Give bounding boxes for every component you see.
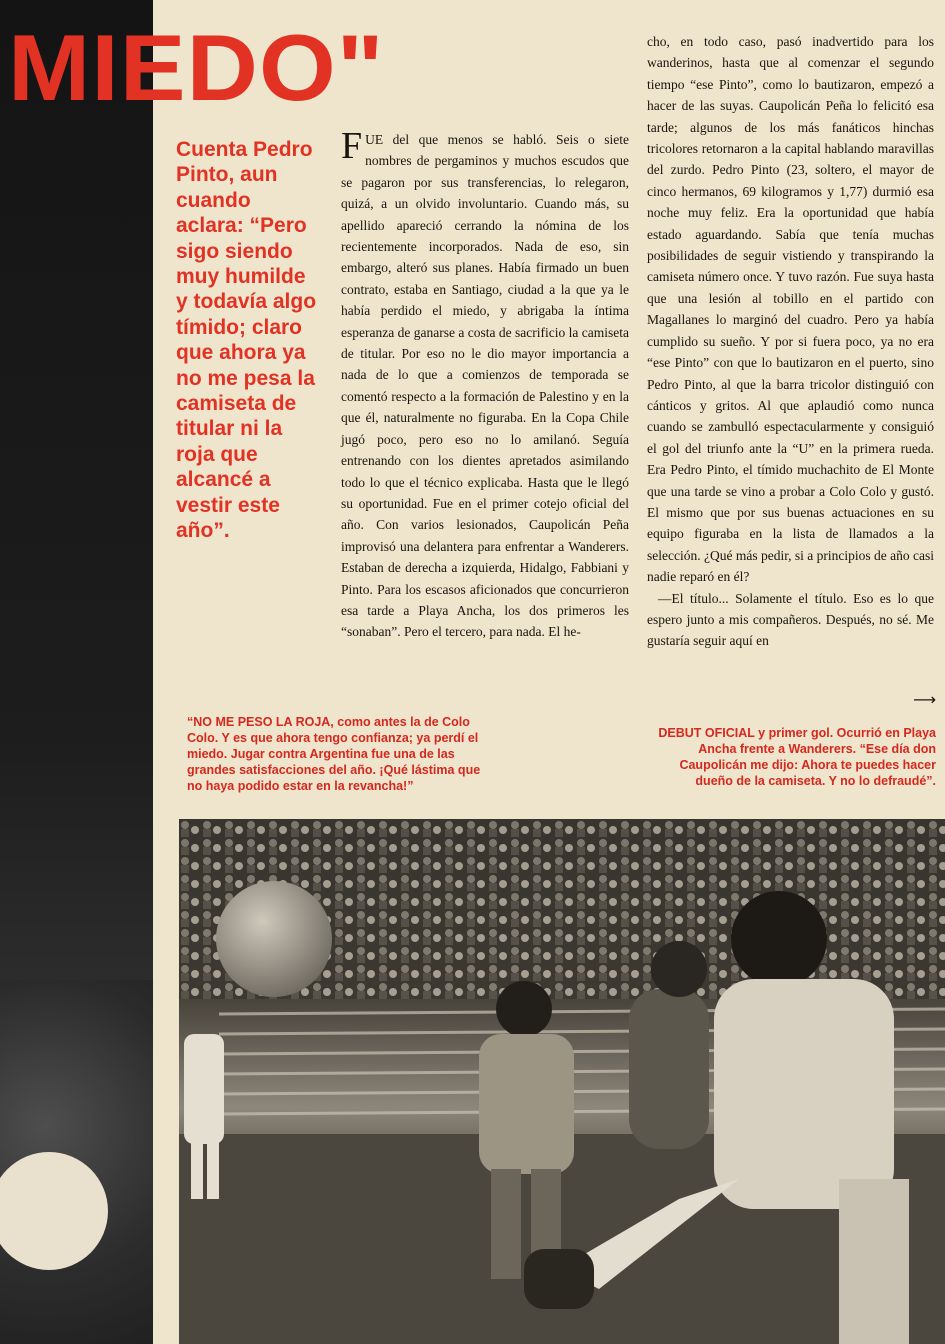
- article-dialog: —El título... Solamente el título. Eso es lo que espero junto a mis compañeros. Después, no sé. Me gustaría seguir aquí en: [647, 590, 934, 649]
- ball-icon: [216, 881, 332, 997]
- article-column-2: [647, 31, 934, 652]
- article-column-1: [341, 125, 629, 643]
- continue-arrow-icon: ⟶: [913, 690, 936, 709]
- pull-quote: Cuenta Pedro Pinto, aun cuando aclara: “Pero sigo siendo muy humilde y todavía algo tímido; claro que ahora ya no me pesa la camiseta de titular ni la roja que alcancé a vestir este año”.: [176, 138, 317, 543]
- headline: MIEDO": [8, 15, 385, 120]
- match-photo: [179, 819, 945, 1344]
- drop-cap: F: [341, 125, 363, 167]
- article-text-1: UE del que menos se habló. Seis o siete nombres de pergaminos y muchos escudos que se pagaron por sus transferencias, lo relegaron, quizá, a un olvido involuntario. Cuando más, su apellido apareció cerrando la nómina de los recientemente incorporados. Nada de eso, sin embargo, alteró sus planes. Había firmado un buen contrato, estaba en Santiago, ciudad a la que ya le había perdido el miedo, y abrigaba la íntima esperanza de ganarse a costa de sacrificio la camiseta de titular. Por eso no le dio mayor importancia a nada de lo que a comienzos de temporada se comentó respecto a la formación de Palestino y en la que él, naturalmente no figuraba. En la Copa Chile jugó poco, pero eso no lo amilanó. Seguía entrenando con los dientes apretados asimilando todo lo que el técnico explicaba. Hasta que le llegó su oportunidad. Fue en el primer cotejo oficial del año. Con varios lesionados, Caupolicán Peña improvisó una delantera para enfrentar a Wanderers. Estaban de derecha a izquierda, Hidalgo, Fabbiani y Pinto. Para los escasos aficionados que concurrieron esa tarde a Playa Ancha, los dos primeros les “sonaban”. Pero el tercero, para nada. El he-: [341, 132, 629, 640]
- caption-left: “NO ME PESO LA ROJA, como antes la de Colo Colo. Y es que ahora tengo confianza; ya perdí el miedo. Jugar contra Argentina fue una de las grandes satisfacciones del año. ¡Qué lástima que no haya podido estar en la revancha!”: [187, 715, 481, 793]
- caption-right: DEBUT OFICIAL y primer gol. Ocurrió en Playa Ancha frente a Wanderers. “Ese día don Caupolicán me dijo: Ahora te puedes hacer dueño de la camiseta. Y no lo defraudé”.: [658, 726, 936, 788]
- article-text-2: cho, en todo caso, pasó inadvertido para los wanderinos, hasta que al comenzar el segundo tiempo “ese Pinto”, como lo bautizaron, empezó a hacer de las suyas. Caupolicán Peña lo felicitó esa tarde; algunos de los más fanáticos hinchas tricolores retornaron a la capital hablando maravillas del zurdo. Pedro Pinto (23, soltero, el mayor de cinco hermanos, 69 kilogramos y 1,77) durmió esa noche muy feliz. Era la oportunidad que había estado aguardando. Sabía que tenía muchas posibilidades de seguir vistiendo y transpirando la camiseta número once. Y tuvo razón. Fue suya hasta que una lesión al tobillo en el partido con Magallanes lo marginó del cuadro. Pero ya había cumplido su sueño. Y por si fuera poco, ya no era “ese Pinto” con que lo bautizaron en el puerto, sino Pedro Pinto, al que la barra tricolor distinguió con cánticos y gritos. Al que aplaudió como nunca cuando se zambulló espectacularmente y consiguió el gol del triunfo ante la “U” en la primera rueda. Era Pedro Pinto, el tímido muchachito de El Monte que una tarde se vino a probar a Colo Colo y gustó. El mismo que por sus buenas actuaciones en su equipo figuraba en la lista de llamados a la selección. ¿Qué más pedir, si a principios de año casi nadie reparó en él?: [647, 34, 934, 585]
